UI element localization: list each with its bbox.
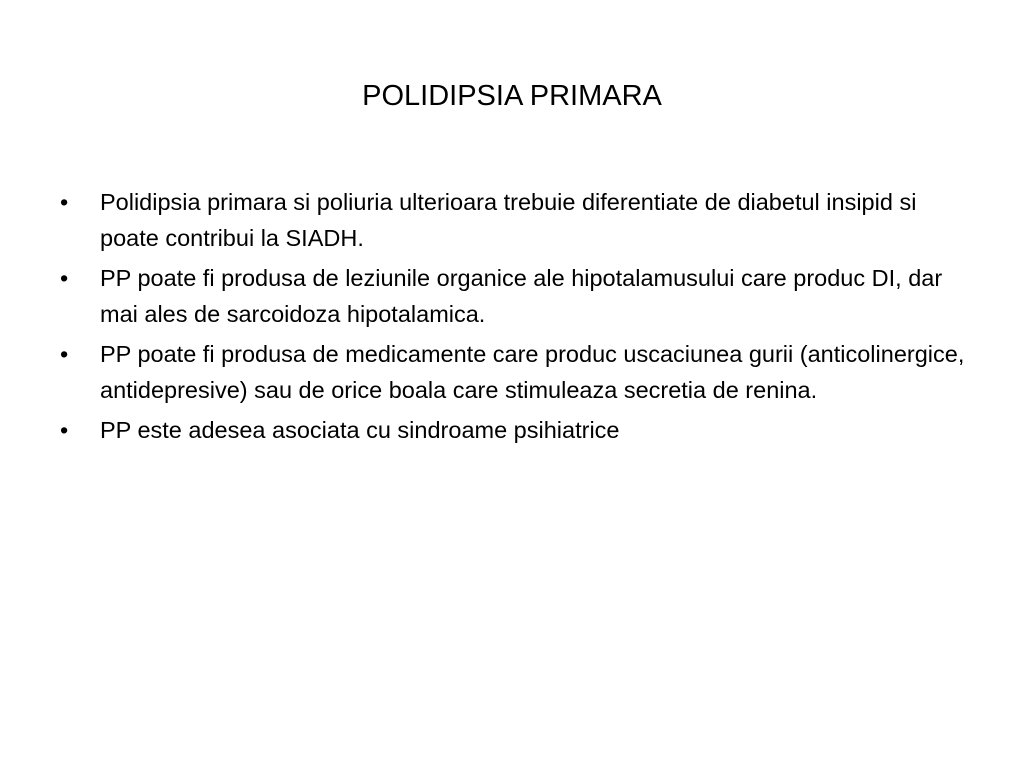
bullet-item — [60, 412, 970, 448]
bullet-list — [60, 184, 970, 452]
bullet-marker: • — [60, 265, 69, 291]
bullet-text: PP poate fi produsa de medicamente care produc uscaciunea gurii (anticolinergice, antidepresive) sau de orice boala care stimuleaza secretia de renina. — [100, 341, 965, 403]
bullet-text: Polidipsia primara si poliuria ulterioara trebuie diferentiate de diabetul insipid si poate contribui la SIADH. — [100, 189, 917, 251]
slide-title: POLIDIPSIA PRIMARA — [362, 80, 662, 112]
bullet-item — [60, 336, 970, 408]
bullet-marker: • — [60, 189, 69, 215]
bullet-marker: • — [60, 341, 69, 367]
bullet-text: PP este adesea asociata cu sindroame psihiatrice — [100, 417, 620, 443]
bullet-marker: • — [60, 417, 69, 443]
bullet-item — [60, 260, 970, 332]
bullet-item — [60, 184, 970, 256]
bullet-text: PP poate fi produsa de leziunile organice ale hipotalamusului care produc DI, dar mai ales de sarcoidoza hipotalamica. — [100, 265, 943, 327]
